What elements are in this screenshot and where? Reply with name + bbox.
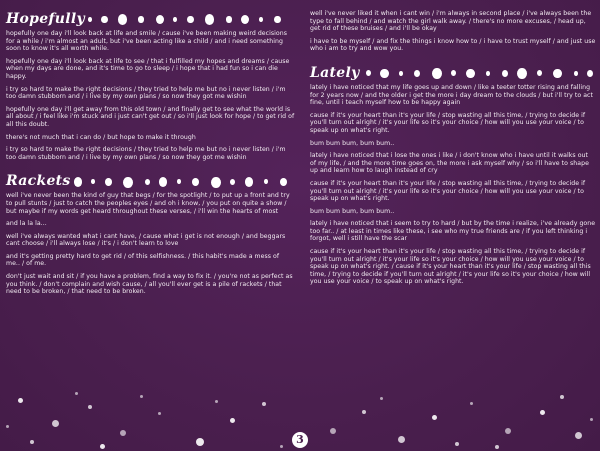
decorative-dot — [537, 70, 542, 76]
lyric-paragraph: well i've never been the kind of guy that begs / for the spotlight / to put up a front and try to pull stunts / just to catch the peoples eyes / and oh i know, / you put on quite a show / but maybe if my words get heard throughout these verses, / i'll win the hearts of most — [6, 192, 290, 215]
decorative-dot — [159, 177, 167, 186]
bokeh-dot — [590, 418, 593, 421]
decorative-dot — [399, 71, 403, 76]
lyric-paragraph: and la la la... — [6, 220, 47, 228]
bokeh-dot — [100, 444, 105, 449]
bokeh-dot — [380, 397, 383, 400]
section-header-rackets — [6, 172, 295, 190]
bokeh-dot — [470, 402, 473, 405]
decorative-dot — [553, 69, 561, 78]
bokeh-dot — [540, 410, 545, 415]
decorative-dot — [101, 16, 108, 24]
decorative-dot — [74, 177, 82, 186]
decorative-dot — [138, 16, 143, 22]
lyric-paragraph: well i've never liked it when i cant win / i'm always in second place / i've always been the type to fall behind / and watch the girl walk away. / there's no more excuses, / head up, get rid of these bruises / and i'll be okay — [310, 10, 592, 33]
decorative-dot — [187, 16, 194, 24]
lyric-paragraph: lately i have noticed that my life goes up and down / like a teeter totter rising and falling for 2 years now / and the older i get the more i day dream to the clouds / but i'll try to act fine, until i teach myself how to be happy again — [310, 83, 593, 107]
bokeh-dot — [330, 428, 336, 434]
decorative-dot — [432, 68, 442, 79]
bokeh-dot — [362, 410, 366, 414]
decorative-dot — [274, 16, 281, 24]
section-header-hopefully — [6, 10, 295, 28]
bokeh-dot — [158, 412, 161, 415]
lyric-paragraph: hopefully one day i'll look back at life to see / that i fulfilled my hopes and dreams / cause when my days are done, and it's time to go to sleep / i hope that i had fun so i can die happy. — [6, 57, 290, 80]
decorative-dot — [91, 179, 95, 184]
song-title-rackets: Rackets — [6, 173, 71, 190]
decorative-dot — [380, 69, 388, 78]
bokeh-dot — [432, 415, 437, 420]
decorative-dot — [366, 70, 371, 76]
lyric-paragraph: and it's getting pretty hard to get rid / of this selfishness. / this habit's made a mess of me.. / of me. — [6, 252, 280, 268]
decorative-dot — [502, 70, 509, 78]
lyric-paragraph: i try so hard to make the right decisions / they tried to help me but no i never listen / i'm too damn stubborn and / i live by my own plans / so now they got me wishin — [6, 85, 286, 101]
decorative-dot — [123, 177, 133, 188]
decorative-dot — [205, 14, 215, 25]
decorative-dot — [211, 177, 221, 188]
bokeh-dot — [30, 440, 34, 444]
bokeh-dot — [230, 418, 235, 423]
page-number-badge: 3 — [292, 432, 308, 448]
bokeh-dot — [88, 405, 92, 409]
decorative-dot — [230, 179, 235, 185]
decorative-dot — [486, 71, 490, 76]
lyric-paragraph: hopefully one day i'll look back at life and smile / cause i've been making weird decisions for a while / i'm almost an adult, but i've been acting like a child / and i need something soon to know it's all worth while. — [6, 30, 287, 53]
bokeh-dot — [18, 398, 23, 403]
lyric-paragraph: cause if it's your heart than it's your life / stop wasting all this time, / trying to decide if you'll turn out alright / it's your life so it's your choice / how will you use your voice / to speak up on what's right. / cause if it's your heart than it's your life / stop wasting all this time, / trying to decide if you'll turn out alright / it's your life so it's your choice / how will you use your voice / to speak up on what's right. — [310, 248, 591, 286]
bokeh-dot — [280, 445, 283, 448]
song-title-hopefully: Hopefully — [6, 11, 85, 27]
decorative-dot — [156, 15, 164, 24]
lyric-paragraph: i have to be myself / and fix the things i know how to / i have to trust myself / and just use who i am to try and wow you. — [310, 37, 596, 53]
heading-dots — [86, 10, 296, 28]
decorative-dot — [226, 16, 231, 22]
lyric-paragraph: lately i have noticed that i seem to try to hard / but by the time i realize, i've already gone too far.. / at least in times like these, i see who my true friends are / if you left thinking i forgot, well i still have the scar — [310, 220, 596, 243]
lyric-paragraph: bum bum bum, bum bum.. — [310, 207, 395, 215]
right-column — [310, 10, 596, 291]
decorative-dot — [245, 177, 253, 186]
bokeh-dot — [505, 428, 511, 434]
lyric-paragraph: don't just wait and sit / if you have a problem, find a way to fix it. / you're not as perfect as you think. / don't complain and wish cause, / all you'll ever get is a pile of rackets / that need to be broken, / that need to be broken. — [6, 273, 293, 296]
bokeh-dot — [495, 445, 499, 449]
heading-dots — [72, 172, 296, 190]
bokeh-dot — [575, 432, 582, 439]
bokeh-dot — [262, 402, 266, 406]
lyric-paragraph: well i've always wanted what i cant have, / cause what i get is not enough / and beggars cant choose / i'll always lose / it's / i don't learn to love — [6, 232, 286, 248]
decorative-dot — [451, 70, 456, 76]
decorative-dot — [264, 179, 268, 184]
decorative-dot — [118, 14, 128, 25]
decorative-dot — [466, 69, 474, 78]
decorative-dot — [177, 179, 181, 184]
decorative-dot — [574, 71, 578, 76]
bokeh-dot — [215, 400, 218, 403]
bokeh-dot — [140, 395, 143, 398]
bokeh-dot — [560, 395, 564, 399]
decorative-dot — [192, 178, 199, 186]
lyric-paragraph: cause if it's your heart than it's your life / stop wasting all this time, / trying to decide if you'll turn out alright / it's your life so it's your choice / how will you use your voice / to speak up on what's right. — [310, 179, 586, 203]
decorative-dot — [173, 17, 177, 22]
lyric-paragraph: cause if it's your heart than it's your life / stop wasting all this time, / trying to decide if you'll turn out alright / it's your life so it's your choice / how will you use your voice / to speak up on what's right. — [310, 111, 586, 134]
bokeh-dot — [6, 425, 9, 428]
heading-dots — [364, 64, 596, 82]
bokeh-dot — [52, 420, 59, 427]
bokeh-dot — [196, 438, 204, 446]
bokeh-dot — [455, 442, 459, 446]
decorative-dot — [88, 17, 92, 22]
bokeh-dot — [75, 392, 78, 395]
decorative-dot — [587, 70, 594, 78]
decorative-dot — [145, 179, 150, 185]
left-column — [6, 10, 295, 301]
decorative-dot — [517, 68, 527, 79]
bokeh-dot — [120, 430, 126, 436]
decorative-dot — [241, 15, 249, 24]
lyric-paragraph: lately i have noticed that i lose the ones i like / i don't know who i have until it walks out of my life, / and the more time goes on, the more i ask myself why / so i'll have to shape up and learn how to laugh instead of cry — [310, 152, 589, 175]
lyric-paragraph: hopefully one day i'll get away from this old town / and finally get to see what the world is all about / i feel like i'm stuck and i just can't get out / so i'll just look for hope / to get rid of all this doubt. — [6, 105, 295, 128]
song-title-lately: Lately — [310, 64, 360, 81]
section-header-lately — [310, 64, 596, 82]
decorative-dot — [414, 70, 421, 78]
lyric-paragraph: bum bum bum, bum bum.. — [310, 139, 395, 147]
lyric-paragraph: there's not much that i can do / but hope to make it through — [6, 133, 196, 141]
decorative-dot — [105, 178, 112, 186]
lyric-paragraph: i try so hard to make the right decisions / they tried to help me but no i never listen / i'm too damn stubborn and / i live by my own plans / so now they got me wishin — [6, 146, 286, 161]
decorative-dot — [259, 17, 263, 22]
decorative-dot — [280, 178, 287, 186]
bokeh-dot — [398, 436, 405, 443]
